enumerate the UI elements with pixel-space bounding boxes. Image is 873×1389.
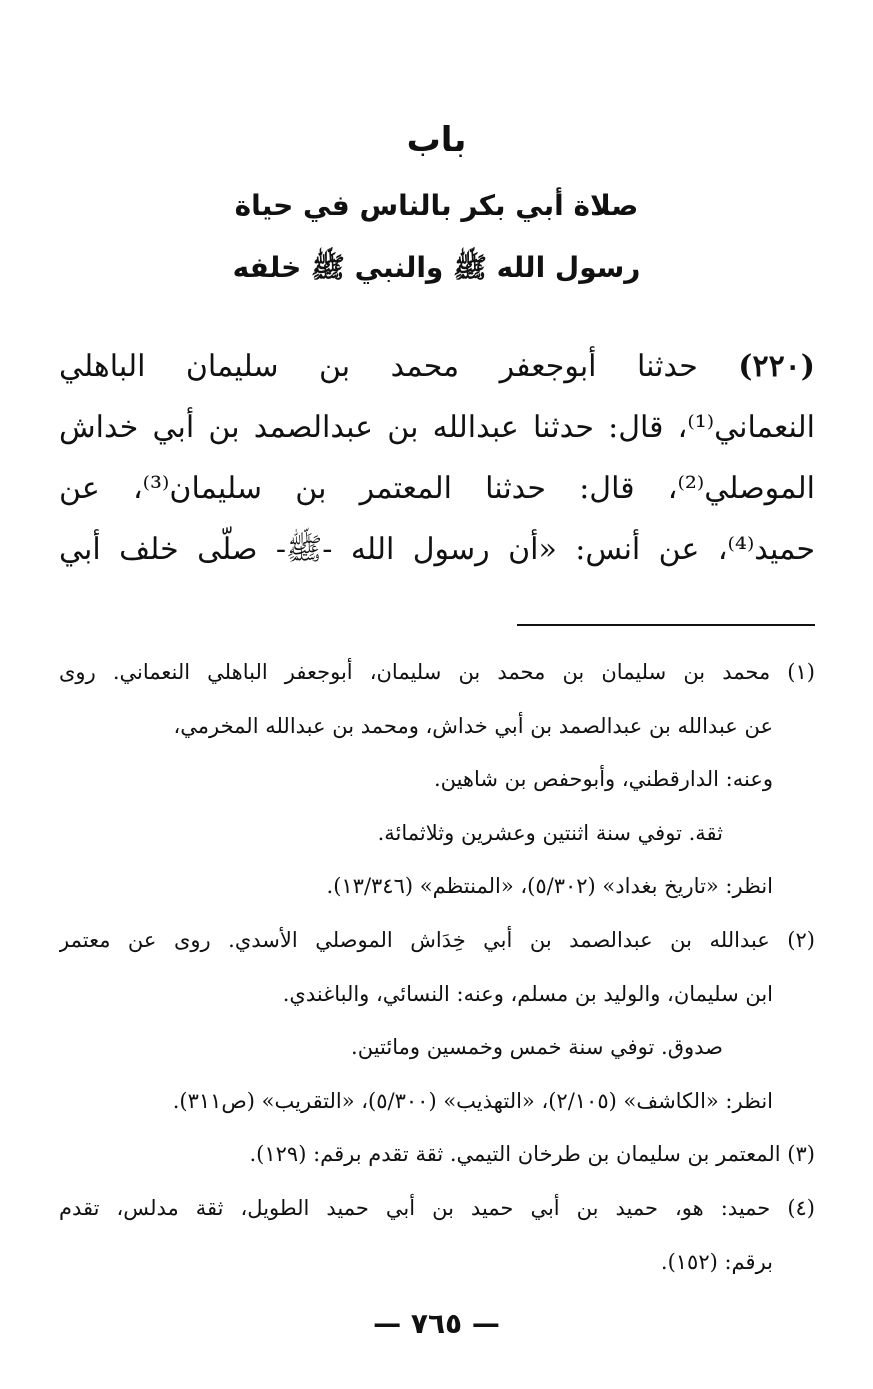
footnote-2-line-1: (٢) عبدالله بن عبدالصمد بن أبي خِدَاش الموصلي الأسدي. روى عن معتمر: [59, 927, 815, 952]
footnote-1-line-3: وعنه: الدارقطني، وأبوحفص بن شاهين.: [433, 767, 773, 792]
footnote-1-line-5: انظر: «تاريخ بغداد» (٥/٣٠٢)، «المنتظم» (١٣/٣٤٦).: [326, 874, 773, 899]
chapter-heading: باب: [406, 120, 467, 160]
footnote-1-line-4: ثقة. توفي سنة اثنتين وعشرين وثلاثمائة.: [377, 820, 723, 845]
footnote-separator: [517, 624, 815, 626]
footnote-4-line-1: (٤) حميد: هو، حميد بن أبي حميد بن أبي حميد الطويل، ثقة مدلس، تقدم: [59, 1195, 815, 1220]
hadith-line-4: حميد⁽⁴⁾، عن أنس: «أن رسول الله -ﷺ- صلّى خلف أبي: [59, 532, 815, 567]
footnotes: [59, 646, 815, 1289]
chapter-title-line-1: صلاة أبي بكر بالناس في حياة: [234, 189, 639, 222]
hadith-number: (٢٢٠): [738, 349, 815, 384]
footnote-2-line-3: صدوق. توفي سنة خمس وخمسين ومائتين.: [351, 1035, 723, 1060]
footnote-1-line-1: (١) محمد بن سليمان بن محمد بن سليمان، أبوجعفر الباهلي النعماني. روى: [59, 660, 815, 684]
footnote-2-line-4: انظر: «الكاشف» (٢/١٠٥)، «التهذيب» (٥/٣٠٠)، «التقريب» (ص٣١١).: [172, 1088, 773, 1113]
page-number: — ٧٦٥ —: [373, 1307, 500, 1340]
hadith-text: [59, 336, 815, 580]
footnote-3-line-1: (٣) المعتمر بن سليمان بن طرخان التيمي. ثقة تقدم برقم: (١٢٩).: [249, 1142, 815, 1167]
footnote-1-line-2: عن عبدالله بن عبدالصمد بن أبي خداش، ومحمد بن عبدالله المخرمي،: [173, 713, 773, 738]
footnote-2-line-2: ابن سليمان، والوليد بن مسلم، وعنه: النسائي، والباغندي.: [282, 981, 773, 1006]
hadith-line-3: الموصلي⁽²⁾، قال: حدثنا المعتمر بن سليمان⁽³⁾، عن: [59, 471, 815, 506]
hadith-line-2: النعماني⁽¹⁾، قال: حدثنا عبدالله بن عبدالصمد بن أبي خداش: [59, 410, 815, 445]
hadith-line-1-text: حدثنا أبوجعفر محمد بن سليمان الباهلي: [59, 349, 698, 384]
hadith-line-1: [59, 336, 815, 397]
footnote-4-line-2: برقم: (١٥٢).: [660, 1249, 773, 1274]
chapter-title-line-2: رسول الله ﷺ والنبي ﷺ خلفه: [232, 251, 641, 284]
